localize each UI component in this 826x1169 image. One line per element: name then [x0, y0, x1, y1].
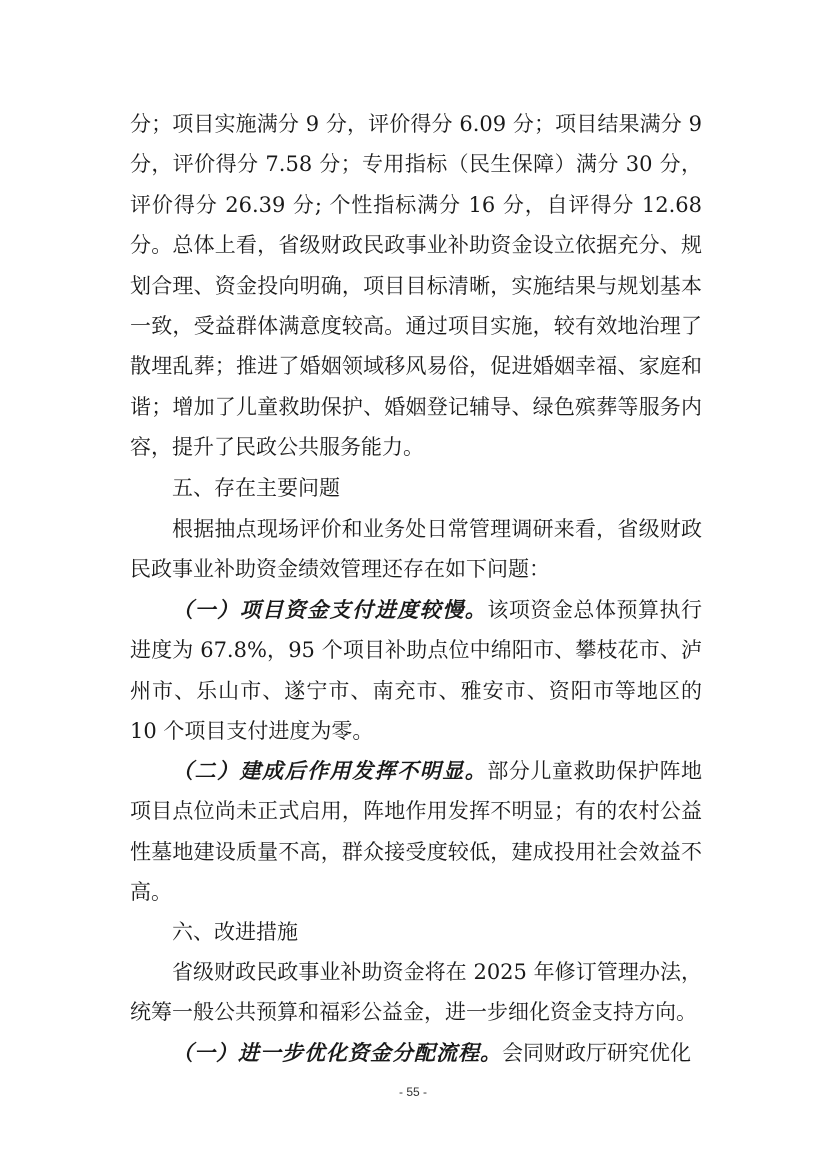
- problem-1-lead: （一）项目资金支付进度较慢。: [172, 597, 488, 622]
- paragraph-measure-1: [130, 1033, 702, 1073]
- measure-1-lead: （一）进一步优化资金分配流程。: [172, 1040, 502, 1065]
- paragraph-problem-2: [130, 751, 702, 913]
- paragraph-problem-1: [130, 590, 702, 752]
- page-number: - 55 -: [398, 1085, 427, 1099]
- section-heading-improvements: 六、改进措施: [172, 920, 298, 944]
- paragraph-improvements-intro: 省级财政民政事业补助资金将在 2025 年修订管理办法，统筹一般公共预算和福彩公益金，进一步细化资金支持方向。: [130, 960, 702, 1025]
- problem-2-text: 部分儿童救助保护阵地项目点位尚未正式启用，阵地作用发挥不明显；有的农村公益性墓地建设质量不高，群众接受度较低，建成投用社会效益不高。: [130, 759, 703, 905]
- section-heading-problems: 五、存在主要问题: [172, 476, 340, 500]
- problem-1-text: 该项资金总体预算执行进度为 67.8%，95 个项目补助点位中绵阳市、攀枝花市、泸州市、乐山市、遂宁市、南充市、雅安市、资阳市等地区的 10 个项目支付进度为零。: [130, 598, 703, 744]
- problem-2-lead: （二）建成后作用发挥不明显。: [172, 758, 488, 783]
- paragraph-evaluation-summary: 分；项目实施满分 9 分，评价得分 6.09 分；项目结果满分 9 分，评价得分 7.58 分；专用指标（民生保障）满分 30 分，评价得分 26.39 分; 个性指标满分 16 分，自评得分 12.68 分。总体上看，省级财政民政事业补助资金设立依据充分、规划合理、资金投向明确，项目目标清晰，实施结果与规划基本一致，受益群体满意度较高。通过项目实施，较有效地治理了散埋乱葬；推进了婚姻领域移风易俗，促进婚姻幸福、家庭和谐；增加了儿童救助保护、婚姻登记辅导、绿色殡葬等服务内容，提升了民政公共服务能力。: [130, 112, 702, 460]
- measure-1-text: 会同财政厅研究优化: [502, 1041, 691, 1065]
- paragraph-problems-intro: 根据抽点现场评价和业务处日常管理调研来看，省级财政民政事业补助资金绩效管理还存在如下问题：: [130, 517, 702, 582]
